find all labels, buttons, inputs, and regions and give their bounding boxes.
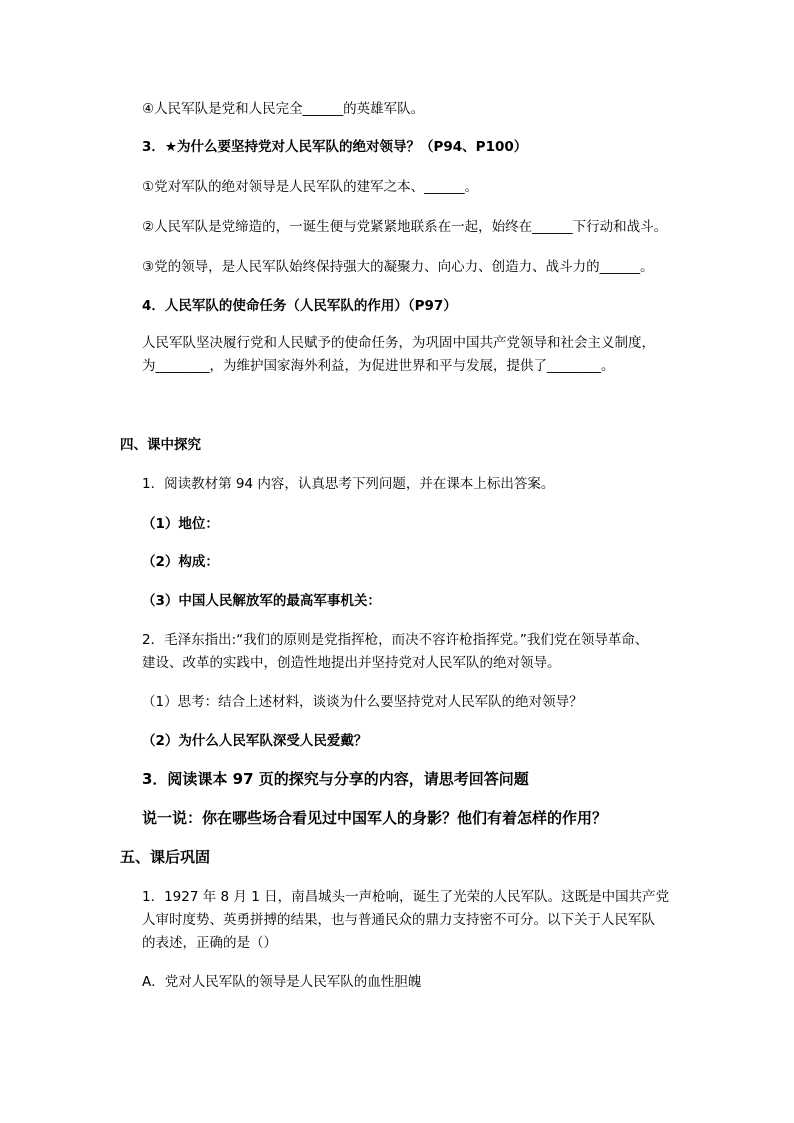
part-5-question-1-line-3: 的表述，正确的是（） xyxy=(142,935,277,951)
question-4-heading: 4．人民军队的使命任务（人民军队的作用）（P97） xyxy=(142,298,457,314)
part-4-q1-item-2: （2）构成： xyxy=(142,554,219,570)
part-4-q2-item-1: （1）思考：结合上述材料，谈谈为什么要坚持党对人民军队的绝对领导？ xyxy=(142,694,583,710)
question-4-line-2: 为________，为维护国家海外利益，为促进世界和平与发展，提供了________。 xyxy=(142,358,615,374)
part-5-question-1-line-1: 1．1927 年 8 月 1 日，南昌城头一声枪响，诞生了光荣的人民军队。这既是中国共产党 xyxy=(142,889,670,905)
question-3-item-3: ③党的领导，是人民军队始终保持强大的凝聚力、向心力、创造力、战斗力的______。 xyxy=(142,259,654,275)
part-4-say-prompt: 说一说：你在哪些场合看见过中国军人的身影？他们有着怎样的作用？ xyxy=(142,809,608,827)
question-3-item-1: ①党对军队的绝对领导是人民军队的建军之本、______。 xyxy=(142,179,479,195)
part-4-question-2-line-1: 2．毛泽东指出:“我们的原则是党指挥枪，而决不容许枪指挥党。”我们党在领导革命、 xyxy=(142,632,649,648)
part-5-option-a: A．党对人民军队的领导是人民军队的血性胆魄 xyxy=(142,974,422,990)
part-4-q2-item-2: （2）为什么人民军队深受人民爱戴？ xyxy=(142,733,368,749)
part-4-q1-item-1: （1）地位： xyxy=(142,516,219,532)
part-4-question-2-line-2: 建设、改革的实践中，创造性地提出并坚持党对人民军队的绝对领导。 xyxy=(142,655,561,671)
part-4-q1-item-3: （3）中国人民解放军的最高军事机关： xyxy=(142,593,381,609)
part-4-question-1: 1．阅读教材第 94 内容，认真思考下列问题，并在课本上标出答案。 xyxy=(142,476,555,492)
part-4-title: 四、课中探究 xyxy=(120,437,201,453)
part-5-question-1-line-2: 人审时度势、英勇拼搏的结果，也与普通民众的鼎力支持密不可分。以下关于人民军队 xyxy=(142,912,655,928)
question-3-heading: 3．★为什么要坚持党对人民军队的绝对领导？（P94、P100） xyxy=(142,139,528,155)
item-4-text: ④人民军队是党和人民完全______的英雄军队。 xyxy=(142,101,425,117)
question-3-item-2: ②人民军队是党缔造的，一诞生便与党紧紧地联系在一起，始终在______下行动和战斗。 xyxy=(142,219,668,235)
question-4-line-1: 人民军队坚决履行党和人民赋予的使命任务，为巩固中国共产党领导和社会主义制度， xyxy=(142,335,655,351)
part-5-title: 五、课后巩固 xyxy=(120,848,211,866)
part-4-question-3: 3．阅读课本 97 页的探究与分享的内容，请思考回答问题 xyxy=(142,770,529,788)
